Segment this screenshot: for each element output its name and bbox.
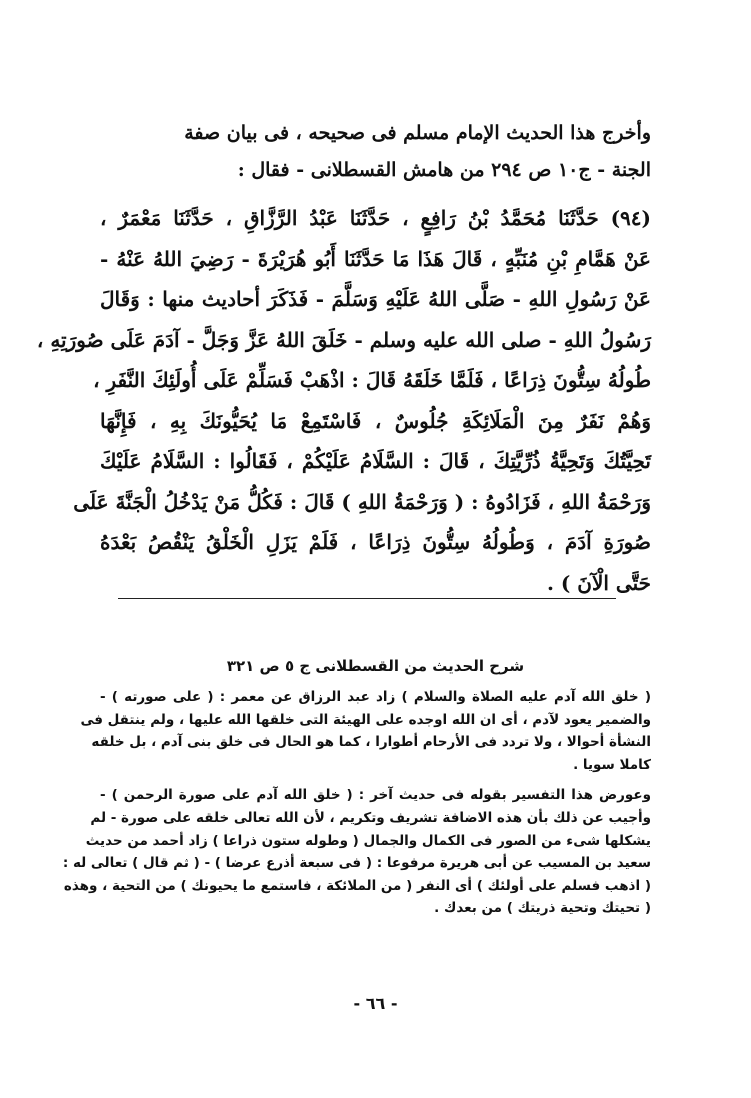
hadith-text <box>36 198 651 603</box>
hadith-line: وَهُمْ نَفَرٌ مِنَ الْمَلَائِكَةِ جُلُوسٌ ، فَاسْتَمِعْ مَا يُحَيُّونَكَ بِهِ ، فَإِنَّهَا <box>100 408 651 433</box>
section-divider <box>118 598 616 599</box>
hadith-line: عَنْ هَمَّامِ بْنِ مُنَبِّهٍ ، قَالَ هَذَا مَا حَدَّثَنَا أَبُو هُرَيْرَةَ - رَضِيَ اللهُ عَنْهُ - <box>100 246 651 271</box>
intro-line: الجنة - ج١٠ ص ٢٩٤ من هامش القسطلانى - فقال : <box>237 159 651 181</box>
hadith-line: عَنْ رَسُولِ اللهِ - صَلَّى اللهُ عَلَيْهِ وَسَلَّمَ - فَذَكَرَ أحاديث منها : وَقَالَ <box>100 287 651 311</box>
commentary-text <box>62 686 651 920</box>
hadith-line: صُورَةِ آدَمَ ، وَطُولُهُ سِتُّونَ ذِرَاعًا ، فَلَمْ يَزَلِ الْخَلْقُ يَنْقُصُ بَعْدَهُ <box>100 530 651 554</box>
commentary-line: والضمير يعود لآدم ، أى ان الله اوجده على الهيئة التى خلقها الله عليها ، ولم ينتقل فى <box>80 711 651 728</box>
hadith-line: وَرَحْمَةُ اللهِ ، فَزَادُوهُ : ( وَرَحْمَةُ اللهِ ) قَالَ : فَكُلُّ مَنْ يَدْخُلُ الْجَنَّةَ عَلَى <box>73 489 651 514</box>
hadith-line: رَسُولُ اللهِ - صلى الله عليه وسلم - خَلَقَ اللهُ عَزَّ وَجَلَّ - آدَمَ عَلَى صُورَتِهِ ، <box>36 327 651 352</box>
intro-line: وأخرج هذا الحديث الإمام مسلم فى صحيحه ، فى بيان صفة <box>184 122 651 144</box>
intro-paragraph <box>100 115 651 189</box>
hadith-line: (٩٤) حَدَّثَنَا مُحَمَّدُ بْنُ رَافِعٍ ، حَدَّثَنَا عَبْدُ الرَّزَّاقِ ، حَدَّثَنَا مَعْمَرٌ ، <box>100 206 651 230</box>
hadith-line: تَحِيَّتُكَ وَتَحِيَّةُ ذُرِّيَّتِكَ ، قَالَ : السَّلَامُ عَلَيْكُمْ ، فَقَالُوا : السَّلَامُ عَلَيْكَ <box>100 449 651 473</box>
commentary-line: ( خلق الله آدم عليه الصلاة والسلام ) زاد عبد الرزاق عن معمر : ( على صورته ) - <box>100 689 651 705</box>
commentary-heading: شرح الحديث من القسطلانى ج ٥ ص ٣٢١ <box>226 657 525 675</box>
hadith-line: طُولُهُ سِتُّونَ ذِرَاعًا ، فَلَمَّا خَلَقَهُ قَالَ : اذْهَبْ فَسَلِّمْ عَلَى أُولَئِكَ النَّفَرِ ، <box>93 368 651 392</box>
commentary-line: يشكلها شىء من الصور فى الكمال والجمال ( وطوله ستون ذراعا ) زاد أحمد من حديث <box>85 832 651 849</box>
commentary-line: النشأة أحوالا ، ولا تردد فى الأرحام أطوارا ، كما هو الحال فى خلق بنى آدم ، بل خلقه <box>91 734 651 751</box>
commentary-line: ( تحيتك وتحية ذريتك ) من بعدك . <box>434 900 651 917</box>
commentary-line: وعورض هذا التفسير بقوله فى حديث آخر : ( خلق الله آدم على صورة الرحمن ) - <box>100 787 651 804</box>
commentary-line: سعيد بن المسيب عن أبى هريرة مرفوعا : ( فى سبعة أذرع عرضا ) - ( ثم قال ) تعالى له : <box>62 855 651 872</box>
hadith-line: حَتَّى الْآنَ ) . <box>546 570 651 595</box>
commentary-line: وأجيب عن ذلك بأن هذه الاضافة تشريف وتكريم ، لأن الله تعالى خلقه على صورة - لم <box>90 809 651 826</box>
commentary-line: ( اذهب فسلم على أولئك ) أى النفر ( من الملائكة ، فاستمع ما يحيونك ) من التحية ، وهذه <box>63 877 651 894</box>
commentary-line: كاملا سويا . <box>573 756 651 773</box>
page-number: - ٦٦ - <box>353 994 398 1013</box>
